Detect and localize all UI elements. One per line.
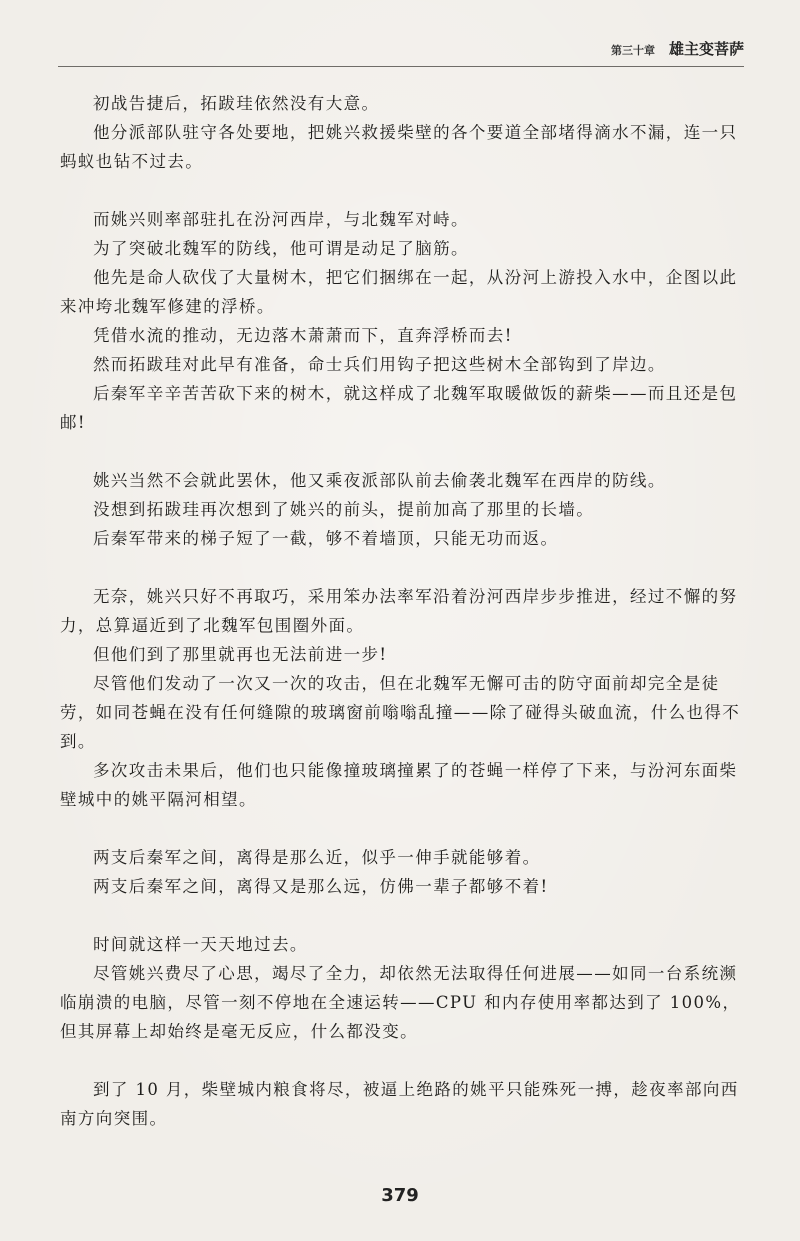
paragraph: 他分派部队驻守各处要地，把姚兴救援柴壁的各个要道全部堵得滴水不漏，连一只蚂蚁也钻不过去。 xyxy=(60,123,738,171)
paragraph: 而姚兴则率部驻扎在汾河西岸，与北魏军对峙。 xyxy=(93,210,469,229)
body-text xyxy=(60,89,742,1133)
paragraph: 他先是命人砍伐了大量树木，把它们捆绑在一起，从汾河上游投入水中，企图以此来冲垮北魏军修建的浮桥。 xyxy=(60,268,738,316)
paragraph: 后秦军带来的梯子短了一截，够不着墙顶，只能无功而返。 xyxy=(93,529,559,548)
paragraph: 多次攻击未果后，他们也只能像撞玻璃撞累了的苍蝇一样停了下来，与汾河东面柴壁城中的姚平隔河相望。 xyxy=(60,761,738,809)
running-header xyxy=(611,38,744,59)
paragraph: 为了突破北魏军的防线，他可谓是动足了脑筋。 xyxy=(93,239,469,258)
paragraph: 到了 10 月，柴壁城内粮食将尽，被逼上绝路的姚平只能殊死一搏，趁夜率部向西南方向突围。 xyxy=(60,1080,739,1128)
paragraph: 两支后秦军之间，离得又是那么远，仿佛一辈子都够不着! xyxy=(93,877,549,896)
page-number: 379 xyxy=(381,1185,419,1206)
paragraph: 但他们到了那里就再也无法前进一步! xyxy=(93,645,388,664)
header-rule xyxy=(58,66,744,67)
paragraph: 尽管他们发动了一次又一次的攻击，但在北魏军无懈可击的防守面前却完全是徒劳，如同苍蝇在没有任何缝隙的玻璃窗前嗡嗡乱撞——除了碰得头破血流，什么也得不到。 xyxy=(60,674,741,751)
paragraph: 时间就这样一天天地过去。 xyxy=(93,935,308,954)
chapter-number: 第三十章 xyxy=(610,44,655,57)
paragraph: 没想到拓跋珪再次想到了姚兴的前头，提前加高了那里的长墙。 xyxy=(93,500,595,519)
paragraph: 姚兴当然不会就此罢休，他又乘夜派部队前去偷袭北魏军在西岸的防线。 xyxy=(93,471,666,490)
paragraph: 后秦军辛辛苦苦砍下来的树木，就这样成了北魏军取暖做饭的薪柴——而且还是包邮! xyxy=(60,384,738,432)
chapter-title: 雄主变菩萨 xyxy=(668,40,744,58)
paragraph: 无奈，姚兴只好不再取巧，采用笨办法率军沿着汾河西岸步步推进，经过不懈的努力，总算逼近到了北魏军包围圈外面。 xyxy=(60,587,738,635)
paragraph: 凭借水流的推动，无边落木萧萧而下，直奔浮桥而去! xyxy=(93,326,513,345)
paragraph: 然而拓跋珪对此早有准备，命士兵们用钩子把这些树木全部钩到了岸边。 xyxy=(93,355,666,374)
paragraph: 尽管姚兴费尽了心思，竭尽了全力，却依然无法取得任何进展——如同一台系统濒临崩溃的电脑，尽管一刻不停地在全速运转——CPU 和内存使用率都达到了 100%，但其屏幕上却始终是毫无反应，什么都没变。 xyxy=(60,964,741,1041)
paragraph: 初战告捷后，拓跋珪依然没有大意。 xyxy=(93,94,380,113)
paragraph: 两支后秦军之间，离得是那么近，似乎一伸手就能够着。 xyxy=(93,848,541,867)
